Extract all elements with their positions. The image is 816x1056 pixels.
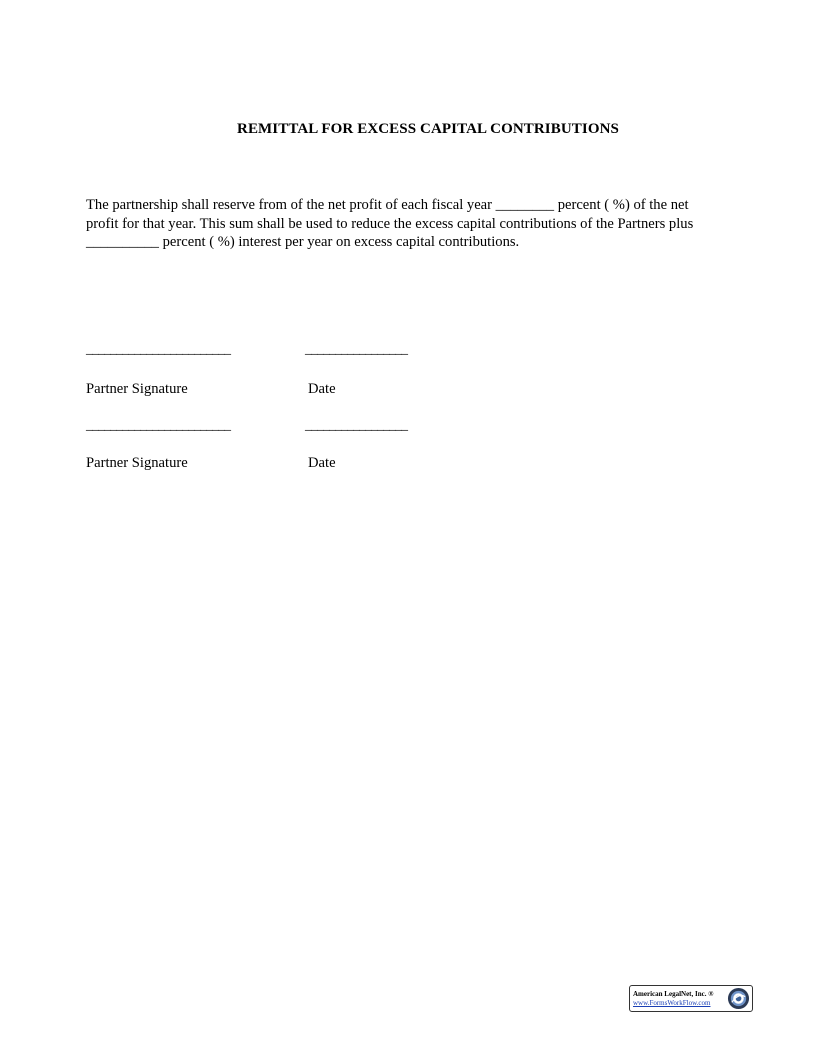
paragraph-line: __________ percent ( %) interest per year on excess capital contributions. bbox=[86, 234, 520, 250]
publisher-link[interactable]: www.FormsWorkFlow.com bbox=[633, 999, 711, 1007]
paragraph-line: The partnership shall reserve from of the net profit of each fiscal year ________ percent ( %) of the net bbox=[86, 197, 689, 213]
paragraph-line: profit for that year. This sum shall be used to reduce the excess capital contributions of the Partners plus bbox=[86, 215, 694, 232]
publisher-name: American LegalNet, Inc. ® bbox=[633, 990, 714, 998]
date-label: Date bbox=[308, 455, 336, 471]
body-paragraph bbox=[86, 196, 766, 252]
date-line: _________________ bbox=[305, 418, 407, 433]
partner-signature-line: ________________________ bbox=[86, 418, 230, 433]
date-line: _________________ bbox=[305, 342, 407, 357]
partner-signature-label: Partner Signature bbox=[86, 455, 188, 471]
globe-logo-icon bbox=[727, 987, 750, 1010]
date-label: Date bbox=[308, 381, 336, 397]
document-title: REMITTAL FOR EXCESS CAPITAL CONTRIBUTIONS bbox=[237, 121, 619, 137]
partner-signature-line: ________________________ bbox=[86, 342, 230, 357]
partner-signature-label: Partner Signature bbox=[86, 381, 188, 397]
publisher-badge[interactable] bbox=[629, 985, 753, 1012]
